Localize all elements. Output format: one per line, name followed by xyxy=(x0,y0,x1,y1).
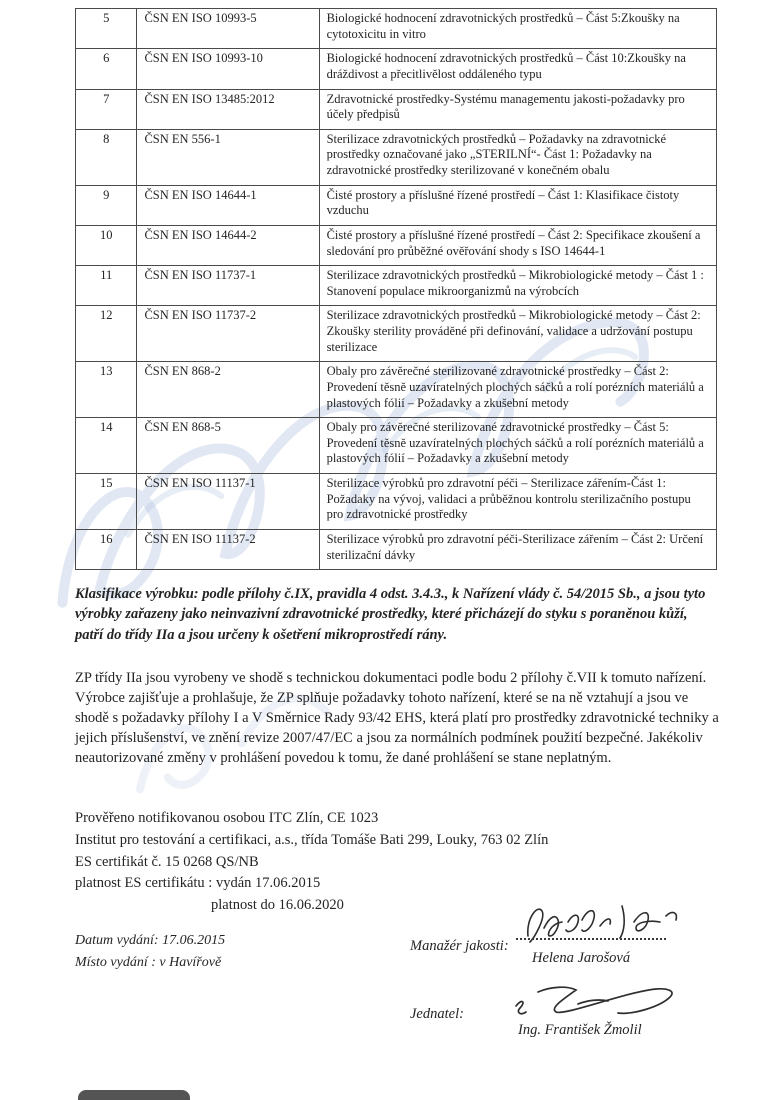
standard-title: Obaly pro závěrečné sterilizované zdravotnické prostředky – Část 5: Provedení těsně uzavíratelných plochých sáčků a rolí porézních materiálů a plastových fólií – Požadavky a zkušební metody xyxy=(319,418,716,474)
row-number: 7 xyxy=(76,89,137,129)
verification-line: Institut pro testování a certifikaci, a.s., třída Tomáše Bati 299, Louky, 763 02 Zlín xyxy=(75,831,549,848)
standard-code: ČSN EN ISO 10993-5 xyxy=(137,9,319,49)
standard-title: Biologické hodnocení zdravotnických prostředků – Část 5:Zkoušky na cytotoxicitu in vitro xyxy=(319,9,716,49)
table-row xyxy=(76,474,717,530)
row-number: 5 xyxy=(76,9,137,49)
issue-date-line: Datum vydání: 17.06.2015 xyxy=(75,933,226,948)
certificate-valid-until-line: platnost do 16.06.2020 xyxy=(211,897,344,913)
certificate-number-line: ES certifikát č. 15 0268 QS/NB xyxy=(75,853,259,870)
table-row xyxy=(76,225,717,265)
executive-label: Jednatel: xyxy=(410,1006,464,1022)
issue-block xyxy=(75,930,225,973)
row-number: 11 xyxy=(76,266,137,306)
standard-title: Sterilizace zdravotnických prostředků – Mikrobiologické metody – Část 2: Zkoušky sterility prováděné při definování, validace a udržování postupu sterilizace xyxy=(319,306,716,362)
row-number: 13 xyxy=(76,362,137,418)
standard-title: Čisté prostory a příslušné řízené prostředí – Část 2: Specifikace zkoušení a sledování pro průběžné ověřování shody s ISO 14644-1 xyxy=(319,225,716,265)
standard-title: Sterilizace výrobků pro zdravotní péči-Sterilizace zářením – Část 2: Určení sterilizační dávky xyxy=(319,529,716,569)
manager-name: Helena Jarošová xyxy=(532,950,631,966)
standard-title: Obaly pro závěrečné sterilizované zdravotnické prostředky – Část 2: Provedení těsně uzavíratelných plochých sáčků a rolí porézních materiálů a plastových fólií – Požadavky a zkušební metody xyxy=(319,362,716,418)
standard-title: Zdravotnické prostředky-Systému managementu jakosti-požadavky pro účely předpisů xyxy=(319,89,716,129)
manager-signature-line xyxy=(516,938,666,940)
standard-code: ČSN EN 868-2 xyxy=(137,362,319,418)
standard-title: Čisté prostory a příslušné řízené prostředí – Část 1: Klasifikace čistoty vzduchu xyxy=(319,185,716,225)
standard-code: ČSN EN ISO 13485:2012 xyxy=(137,89,319,129)
standard-code: ČSN EN 868-5 xyxy=(137,418,319,474)
standard-code: ČSN EN ISO 14644-1 xyxy=(137,185,319,225)
standard-code: ČSN EN ISO 11737-2 xyxy=(137,306,319,362)
standard-title: Sterilizace zdravotnických prostředků – Požadavky na zdravotnické prostředky označované jako „STERILNÍ“- Část 1: Požadavky na zdravotnické prostředky sterilizované v konečném obalu xyxy=(319,129,716,185)
standards-table xyxy=(75,8,717,570)
table-row xyxy=(76,266,717,306)
row-number: 12 xyxy=(76,306,137,362)
standard-code: ČSN EN ISO 14644-2 xyxy=(137,225,319,265)
manager-label: Manažér jakosti: xyxy=(410,938,509,954)
certificate-issued-line: platnost ES certifikátu : vydán 17.06.2015 xyxy=(75,875,321,892)
row-number: 9 xyxy=(76,185,137,225)
standard-code: ČSN EN ISO 11137-1 xyxy=(137,474,319,530)
row-number: 14 xyxy=(76,418,137,474)
row-number: 10 xyxy=(76,225,137,265)
verification-line: Prověřeno notifikovanou osobou ITC Zlín, CE 1023 xyxy=(75,810,379,826)
row-number: 6 xyxy=(76,49,137,89)
standard-code: ČSN EN ISO 11137-2 xyxy=(137,529,319,569)
table-row xyxy=(76,129,717,185)
executive-name: Ing. František Žmolil xyxy=(518,1022,642,1038)
table-row xyxy=(76,529,717,569)
table-row xyxy=(76,306,717,362)
table-row xyxy=(76,418,717,474)
standard-code: ČSN EN ISO 11737-1 xyxy=(137,266,319,306)
standard-title: Biologické hodnocení zdravotnických prostředků – Část 10:Zkoušky na dráždivost a přecitlivělost oddáleného typu xyxy=(319,49,716,89)
classification-paragraph xyxy=(75,584,719,645)
standards-table-body xyxy=(76,9,717,570)
row-number: 15 xyxy=(76,474,137,530)
classification-text: podle přílohy č.IX, pravidla 4 odst. 3.4.3., k Nařízení vlády č. 54/2015 Sb., a jsou tyto výrobky zařazeny jako neinvazivní zdravotnické prostředky, které přicházejí do styku s poraněnou kůží, patří do třídy IIa a jsou určeny k ošetření mikroprostředí rány. xyxy=(75,586,706,643)
classification-label: Klasifikace výrobku: xyxy=(75,586,199,602)
standard-code: ČSN EN ISO 10993-10 xyxy=(137,49,319,89)
row-number: 16 xyxy=(76,529,137,569)
executive-signature xyxy=(508,980,688,1024)
standard-title: Sterilizace zdravotnických prostředků – Mikrobiologické metody – Část 1 : Stanovení populace mikroorganizmů na výrobcích xyxy=(319,266,716,306)
declaration-paragraph: ZP třídy IIa jsou vyrobeny ve shodě s technickou dokumentaci podle bodu 2 přílohy č.VII k tomuto nařízení. Výrobce zajišťuje a prohlašuje, že ZP splňuje požadavky tohoto nařízení, které se na ně vztahují a jsou ve shodě s požadavky přílohy I a V Směrnice Rady 93/42 EHS, která platí pro prostředky zdravotnické techniky a jejich příslušenství, ve znění revize 2007/47/EC a jsou za normálních podmínek použití bezpečné. Jakékoliv neautorizované změny v prohlášení povedou k tomu, že dané prohlášení se stane neplatným. xyxy=(75,670,719,766)
table-row xyxy=(76,9,717,49)
scan-artifact xyxy=(78,1090,190,1100)
table-row xyxy=(76,89,717,129)
table-row xyxy=(76,185,717,225)
issue-place-line: Místo vydání : v Havířově xyxy=(75,954,222,970)
standard-code: ČSN EN 556-1 xyxy=(137,129,319,185)
standard-title: Sterilizace výrobků pro zdravotní péči – Sterilizace zářením-Část 1: Požadaky na vývoj, validaci a průběžnou kontrolu sterilizačního postupu pro zdravotnické prostředky xyxy=(319,474,716,530)
table-row xyxy=(76,49,717,89)
table-row xyxy=(76,362,717,418)
row-number: 8 xyxy=(76,129,137,185)
